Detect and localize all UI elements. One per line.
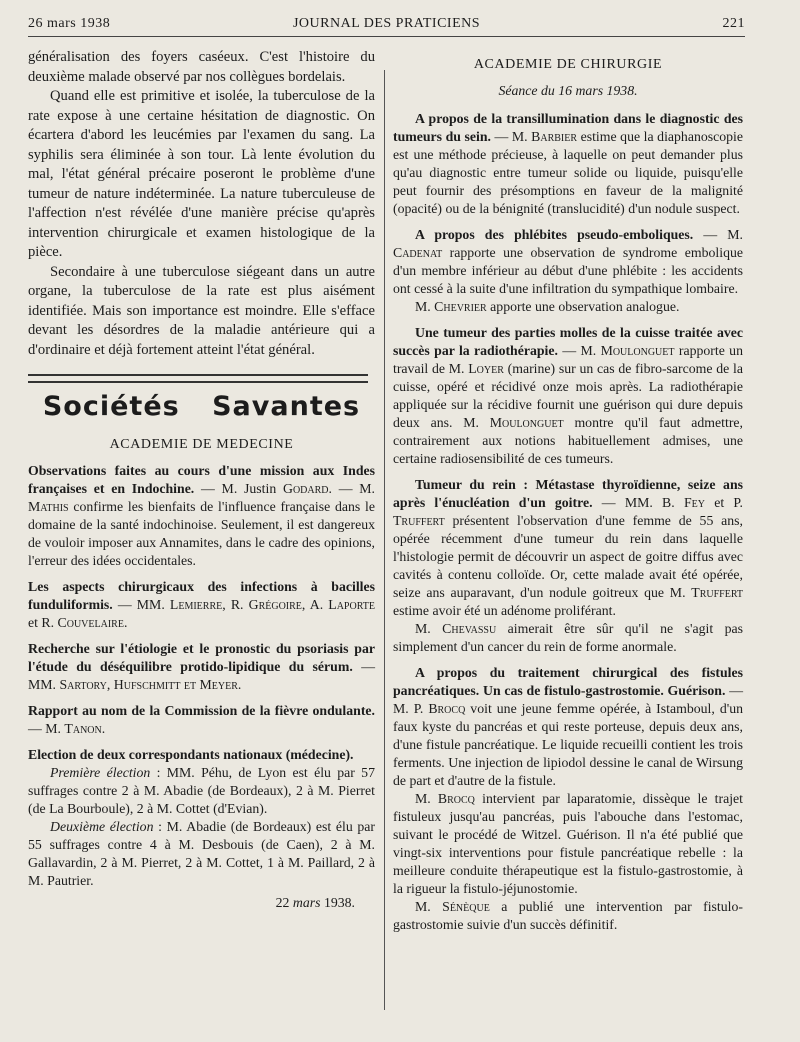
entry-title: Observations faites au cours d'une mission aux Indes françaises et en Indochine. bbox=[28, 463, 375, 496]
author-name: Godard bbox=[282, 481, 329, 496]
entry-text: apporte une observation analogue. bbox=[486, 299, 680, 314]
entry-psoriasis bbox=[28, 640, 375, 694]
report-date bbox=[28, 894, 375, 912]
entry-title: A propos de la transillumination dans le diagnostic des tumeurs du sein. bbox=[393, 111, 743, 144]
author-name: Truffert bbox=[691, 585, 743, 600]
entry-mission-indes bbox=[28, 462, 375, 570]
entry-title: A propos du traitement chirurgical des fistules pancréatiques. Un cas de fistulo-gastrostomie. Guérison. bbox=[393, 665, 743, 698]
entry-title: Tumeur du rein : Métastase thyroïdienne, seize ans après l'énucléation d'un goitre. bbox=[393, 477, 743, 510]
date-month: mars bbox=[292, 895, 321, 910]
running-header bbox=[28, 16, 745, 38]
section-title: Sociétés Savantes bbox=[42, 391, 361, 422]
author-name: Moulonguet bbox=[489, 415, 564, 430]
entry-text: intervient par laparatomie, dissèque le trajet fistuleux jusqu'au pancréas, puis l'abouche dans l'estomac, suivant le procédé de Witzel. Guérison. Il n'a été publié que vingt-six interventions pour fistule pancréatique rebelle : la meilleure conduite thérapeutique est la fistulo-gastrostomie, à la rigueur la fistulo-jéjunostomie. bbox=[393, 791, 743, 896]
author-name: Loyer bbox=[468, 361, 504, 376]
column-divider bbox=[384, 70, 385, 1010]
entry-text: . bbox=[237, 677, 242, 692]
entry-tumeur-cuisse bbox=[393, 324, 743, 468]
author-name: Barbier bbox=[531, 129, 578, 144]
entry-text: — M. bbox=[693, 227, 743, 242]
entry-text: estime que la diaphanoscopie est une méthode précieuse, à laquelle on peut demander plus qu'au diagnostic entre tumeur solide ou liquide, puisqu'elle peut fournir des présomptions en faveur de la malignité (opacité) ou de la bénignité (translucidité) d'un nodule suspect. bbox=[393, 129, 743, 216]
entry-text: — MM. B. bbox=[592, 495, 684, 510]
header-date: 26 mars 1938 bbox=[28, 16, 111, 31]
entry-text: — M. bbox=[28, 721, 65, 736]
author-name: Moulonguet bbox=[600, 343, 675, 358]
date-year: 1938. bbox=[320, 895, 355, 910]
election-label: Deuxième élection bbox=[50, 819, 154, 834]
entry-title: Recherche sur l'étiologie et le pronostic du psoriasis par l'étude du déséquilibre protido-lipidique du sérum. bbox=[28, 641, 375, 674]
election-text: : MM. Péhu, de Lyon est élu par 57 suffrages contre 2 à M. Abadie (de Bordeaux), 2 à M. Pierret (de La Bourboule), 2 à M. Cottet (d'Evian). bbox=[28, 765, 375, 816]
author-name: Truffert bbox=[393, 513, 445, 528]
date-day: 22 bbox=[275, 895, 293, 910]
entry-text: a publié une intervention par fistulo-gastrostomie suivie d'un succès définitif. bbox=[393, 899, 743, 932]
entry-text: confirme les bienfaits de l'influence française dans le domaine de la santé indochinoise. Seulement, il est dangereux de vouloir imposer aux Annamites, dans le cadre des opinions, l'erreur des idées occidentales. bbox=[28, 499, 375, 568]
entry-text: rapporte un travail de M. bbox=[393, 343, 743, 376]
author-name: Couvelaire bbox=[57, 615, 124, 630]
author-name: Chevassu bbox=[442, 621, 497, 636]
header-journal-title: JOURNAL DES PRATICIENS bbox=[292, 16, 481, 31]
author-name: Sénèque bbox=[442, 899, 490, 914]
entry-text: estime avoir été un adénome proliférant. bbox=[393, 603, 616, 618]
academy-chirurgie-heading: ACADEMIE DE CHIRURGIE bbox=[473, 57, 663, 72]
entry-infections-bacilles bbox=[28, 578, 375, 632]
seance-date: du 16 mars 1938. bbox=[537, 83, 638, 98]
entry-text: et P. bbox=[704, 495, 743, 510]
author-name: Fey bbox=[683, 495, 705, 510]
seance-label: Séance bbox=[498, 83, 538, 98]
right-column bbox=[393, 48, 743, 934]
entry-text: . bbox=[123, 615, 128, 630]
left-column bbox=[28, 48, 375, 912]
section-double-rule bbox=[28, 374, 368, 383]
entry-text: voit une jeune femme opérée, à Istamboul, d'un faux kyste du pancréas et qui reste porteuse, depuis deux ans, d'une fistule pancréatique. Le liquide recueilli contient les trois ferments. Une injection de lipiodol dessine le canal de Wirsung de part et d'autre de la fistule. bbox=[393, 701, 743, 788]
author-name: Mathis bbox=[28, 499, 69, 514]
entry-fievre-ondulante bbox=[28, 702, 375, 738]
entry-text: présentent l'observation d'une femme de 55 ans, opérée récemment d'une tumeur du rein dans laquelle l'histologie permit de découvrir un aspect de goitre diffus avec cavités à contenu colloïde. Or, cette malade avait été opérée, seize ans auparavant, d'un nodule goitreux que M. bbox=[393, 513, 743, 600]
entry-text: montre qu'il faut admettre, contrairement aux notions habituellement admises, une certaine radiosensibilité de ces tumeurs. bbox=[393, 415, 743, 466]
entry-text: — MM. bbox=[28, 659, 375, 692]
author-name: Brocq bbox=[428, 701, 466, 716]
entry-text: M. bbox=[415, 299, 435, 314]
paragraph-continuation: généralisation des foyers caséeux. C'est l'histoire du deuxième malade observé par nos collègues bordelais. bbox=[28, 49, 375, 85]
entry-text: et R. bbox=[28, 615, 58, 630]
paragraph-secondary: Secondaire à une tuberculose siégeant dans un autre organe, la tuberculose de la rate est plus aisément identifiée. Mais son importance est moindre. Elle s'efface devant les désordres de la maladie antérieure qui a d'ordinaire et déjà fortement atteint l'état général. bbox=[28, 263, 375, 358]
entry-text: . — M. bbox=[328, 481, 375, 496]
header-rule bbox=[28, 36, 745, 37]
entry-title: A propos des phlébites pseudo-emboliques. bbox=[415, 227, 694, 242]
entry-election bbox=[28, 746, 375, 912]
seance-line bbox=[393, 82, 743, 100]
entry-text: M. bbox=[415, 791, 438, 806]
entry-fistules-pancreatiques bbox=[393, 664, 743, 934]
entry-text: (marine) sur un cas de fibro-sarcome de la cuisse, opéré et récidivé onze mois après. La radiothérapie appliquée sur la récidive fournit une guérison qui dure depuis deux ans. M. bbox=[393, 361, 743, 430]
entry-tumeur-rein bbox=[393, 476, 743, 656]
entry-title: Election de deux correspondants nationaux (médecine). bbox=[28, 747, 354, 762]
author-name: Brocq bbox=[437, 791, 475, 806]
election-text: : M. Abadie (de Bordeaux) est élu par 55 suffrages contre 4 à M. Desbouis (de Caen), 2 à M. Gallavardin, 2 à M. Pierret, 2 à M. Cottet, 1 à M. Paillard, 2 à M. Pautrier. bbox=[28, 819, 375, 888]
entry-text: aimerait être sûr qu'il ne s'agit pas simplement d'un cancer du rein de forme anormale. bbox=[393, 621, 743, 654]
entry-title: Les aspects chirurgicaux des infections à bacilles funduliformis. bbox=[28, 579, 375, 612]
entry-text: rapporte une observation de syndrome embolique d'un membre inférieur au début d'une phlébite : les accidents ont cessé à la suite d'une infiltration du sympathique lombaire. bbox=[393, 245, 743, 296]
entry-text: — M. Justin bbox=[194, 481, 283, 496]
entry-transillumination bbox=[393, 110, 743, 218]
author-name: Tanon bbox=[64, 721, 102, 736]
entry-title: Une tumeur des parties molles de la cuisse traitée avec succès par la radiothérapie. bbox=[393, 325, 743, 358]
entry-text: . bbox=[101, 721, 106, 736]
entry-title: Rapport au nom de la Commission de la fièvre ondulante. bbox=[28, 703, 375, 718]
paragraph-primitive: Quand elle est primitive et isolée, la tuberculose de la rate expose à une certaine hésitation de diagnostic. On écartera d'abord les leucémies par l'examen du sang. La syphilis sera éliminée à son tour. Là lente évolution du mal, l'état général précaire poseront le problème d'une tumeur de nature indéterminée. La nature tuberculeuse de l'affection n'est révélée d'une manière précise qu'après intervention chirurgicale et examen histologique de la pièce. bbox=[28, 88, 375, 260]
author-names: Lemierre, R. Grégoire, A. Laporte bbox=[169, 597, 375, 612]
entry-text: — M. bbox=[490, 129, 532, 144]
entry-text: — MM. bbox=[112, 597, 170, 612]
author-name: Cadenat bbox=[393, 245, 443, 260]
entry-text: — M. bbox=[557, 343, 601, 358]
entry-text: M. bbox=[415, 621, 443, 636]
entry-phlebites bbox=[393, 226, 743, 316]
header-page-number: 221 bbox=[722, 16, 745, 31]
election-label: Première élection bbox=[50, 765, 151, 780]
author-name: Chevrier bbox=[434, 299, 487, 314]
academy-medecine-heading: ACADEMIE DE MEDECINE bbox=[109, 436, 294, 452]
entry-text: — M. P. bbox=[393, 683, 743, 716]
author-names: Sartory, Hufschmitt et Meyer bbox=[59, 677, 238, 692]
entry-text: M. bbox=[415, 899, 443, 914]
